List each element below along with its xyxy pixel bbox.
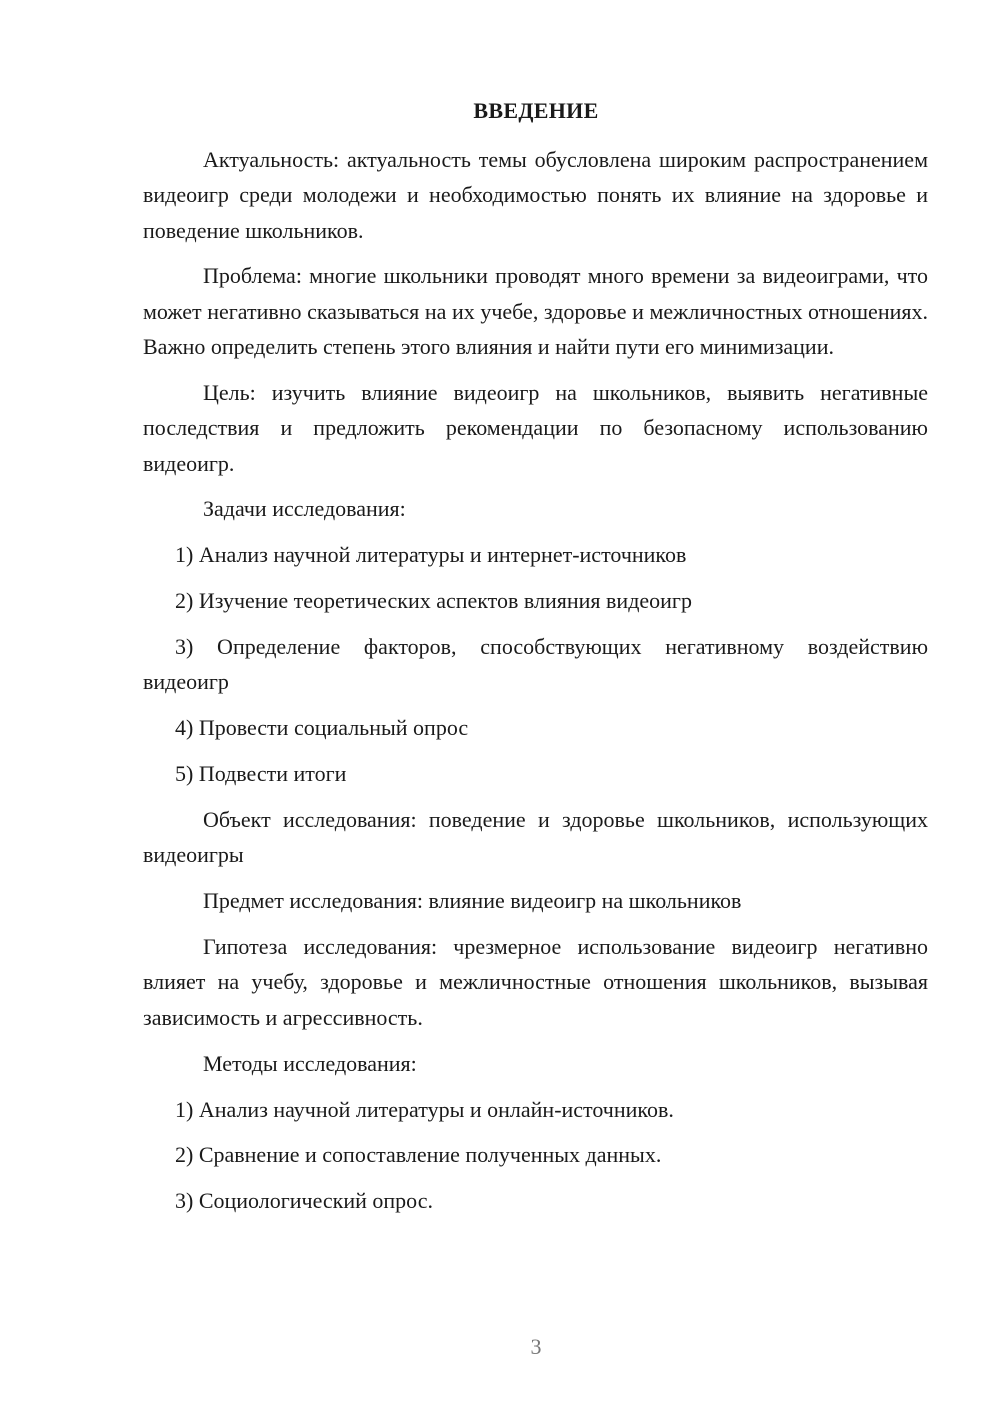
paragraph-goal: Цель: изучить влияние видеоигр на школьников, выявить негативные последствия и предложить рекомендации по безопасному использованию видеоигр. (143, 379, 928, 476)
body-text (143, 142, 928, 1229)
list-item: 5) Подвести итоги (175, 761, 347, 787)
section-heading: ВВЕДЕНИЕ (473, 98, 599, 123)
paragraph-hypothesis: Гипотеза исследования: чрезмерное использование видеоигр негативно влияет на учебу, здоровье и межличностные отношения школьников, вызывая зависимость и агрессивность. (143, 934, 928, 1030)
list-item: 3) Социологический опрос. (175, 1188, 433, 1214)
list-item: 4) Провести социальный опрос (175, 715, 469, 741)
paragraph-tasks-title: Задачи исследования: (203, 496, 406, 522)
paragraph-relevance: Актуальность: актуальность темы обусловлена широким распространением видеоигр среди молодежи и необходимостью понять их влияние на здоровье и поведение школьников. (143, 147, 928, 243)
paragraph-problem: Проблема: многие школьники проводят много времени за видеоиграми, что может негативно сказываться на их учебе, здоровье и межличностных отношениях. Важно определить степень этого влияния и найти пути его минимизации. (143, 263, 928, 360)
list-item: 2) Сравнение и сопоставление полученных данных. (175, 1142, 662, 1168)
page-number: 3 (530, 1334, 542, 1359)
list-item: 1) Анализ научной литературы и онлайн-источников. (175, 1096, 674, 1122)
paragraph-object: Объект исследования: поведение и здоровье школьников, использующих видеоигры (143, 807, 928, 868)
paragraph-subject: Предмет исследования: влияние видеоигр на школьников (203, 888, 742, 914)
list-item: 3) Определение факторов, способствующих негативному воздействию видеоигр (143, 634, 928, 695)
list-item: 1) Анализ научной литературы и интернет-источников (175, 542, 687, 568)
list-item: 2) Изучение теоретических аспектов влияния видеоигр (175, 588, 692, 614)
paragraph-methods-title: Методы исследования: (203, 1050, 417, 1076)
